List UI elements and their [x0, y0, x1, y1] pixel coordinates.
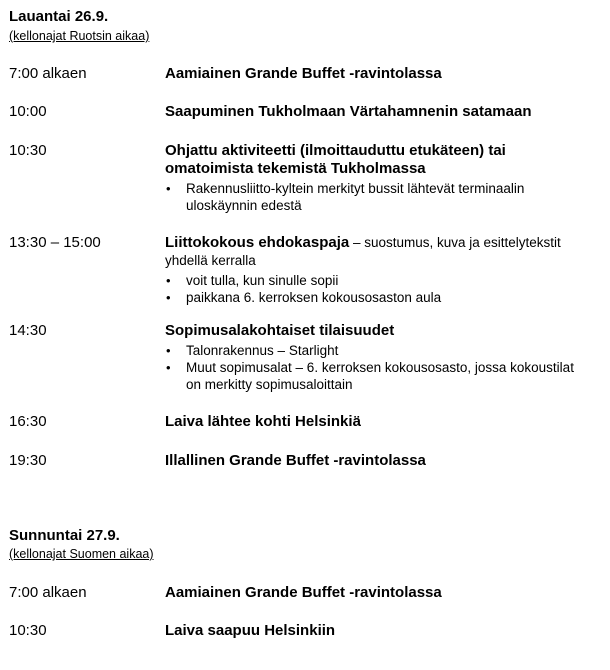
event-time: 10:30 [9, 622, 47, 639]
event-time: 13:30 – 15:00 [9, 234, 101, 251]
list-item: • voit tulla, kun sinulle sopii [186, 272, 590, 289]
event-time: 7:00 alkaen [9, 584, 87, 601]
event-time: 10:30 [9, 142, 47, 159]
sunday-title: Sunnuntai 27.9. [9, 527, 120, 544]
saturday-title: Lauantai 26.9. [9, 8, 109, 25]
event-title: Laiva saapuu Helsinkiin [165, 622, 336, 639]
saturday-timezone-note: (kellonajat Ruotsin aikaa) [9, 29, 150, 43]
event-title: Liittokokous ehdokaspaja [165, 234, 350, 251]
event-time: 19:30 [9, 452, 47, 469]
sunday-timezone-note: (kellonajat Suomen aikaa) [9, 547, 154, 561]
list-item: • Muut sopimusalat – 6. kerroksen kokousosasto, jossa kokoustilat on merkitty sopimusaloittain [186, 359, 590, 393]
event-time: 14:30 [9, 322, 47, 339]
event-title: Illallinen Grande Buffet -ravintolassa [165, 452, 426, 469]
list-item: • paikkana 6. kerroksen kokousosaston aula [186, 289, 590, 306]
event-description: – suostumus, kuva ja esittelytekstit yhdellä kerralla [165, 235, 561, 268]
event-title: Laiva lähtee kohti Helsinkiä [165, 413, 361, 430]
list-item: • Talonrakennus – Starlight [186, 342, 590, 359]
event-title: Aamiainen Grande Buffet -ravintolassa [165, 584, 442, 601]
list-item: • Rakennusliitto-kyltein merkityt bussit lähtevät terminaalin uloskäynnin edestä [186, 180, 590, 214]
event-time: 10:00 [9, 103, 47, 120]
event-title: Saapuminen Tukholmaan Värtahamnenin satamaan [165, 103, 532, 120]
event-time: 7:00 alkaen [9, 65, 87, 82]
event-title: Aamiainen Grande Buffet -ravintolassa [165, 65, 442, 82]
bullet-list [165, 180, 590, 214]
bullet-list [165, 272, 590, 306]
event-title: Sopimusalakohtaiset tilaisuudet [165, 322, 395, 339]
event-time: 16:30 [9, 413, 47, 430]
bullet-list [165, 342, 590, 393]
event-title: Ohjattu aktiviteetti (ilmoittauduttu etukäteen) tai omatoimista tekemistä Tukholmassa [165, 142, 506, 177]
